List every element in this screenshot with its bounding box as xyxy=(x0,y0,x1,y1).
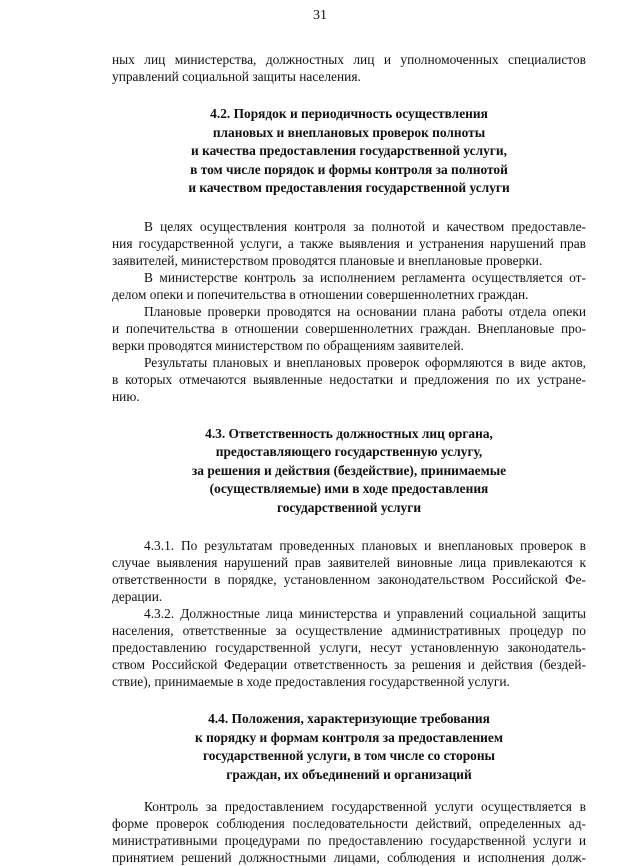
text-line: В министерстве контроль за исполнением регламента осуществляется от- xyxy=(144,269,586,285)
heading-line: предоставляющего государственную услугу, xyxy=(215,444,483,459)
text-line: делом опеки и попечительства в отношении совершеннолетних граждан. xyxy=(112,286,529,302)
text-line: и попечительства в отношении совершеннолетних граждан. Внеплановые про- xyxy=(112,320,586,336)
heading-line: плановых и внеплановых проверок полноты xyxy=(212,124,486,140)
heading-line: в том числе порядок и формы контроля за полнотой xyxy=(190,161,508,177)
text-line: управлений социальной защиты населения. xyxy=(112,69,361,84)
text-line: ответственности в порядке, установленном законодательством Российской Фе- xyxy=(112,572,586,587)
heading-line: и качества предоставления государственной услуги, xyxy=(191,143,507,158)
text-line: Результаты плановых и внеплановых проверок оформляются в виде актов, xyxy=(144,354,586,370)
heading-line: 4.3. Ответственность должностных лиц органа, xyxy=(205,425,493,441)
heading-line: за решения и действия (бездействие), принимаемые xyxy=(191,462,507,478)
text-line: случае выявления нарушений прав заявителей виновные лица привлекаются к xyxy=(112,555,586,570)
section-4-2-body xyxy=(112,218,586,405)
section-heading-4-2 xyxy=(112,105,586,198)
page-number: 31 xyxy=(313,8,327,23)
text-line: нию. xyxy=(112,388,140,404)
heading-line: (осуществляемые) ими в ходе предоставления xyxy=(209,481,489,496)
text-line: верки проводятся министерством по обращениям заявителей. xyxy=(112,337,464,353)
heading-line: государственной услуги xyxy=(276,499,422,515)
heading-line: 4.2. Порядок и периодичность осуществления xyxy=(210,106,488,121)
text-line: населения, ответственные за осуществление административных процедур по xyxy=(112,623,586,638)
text-line: В целях осуществления контроля за полнотой и качеством предоставле- xyxy=(144,218,586,234)
text-line: заявителей, министерством проводятся плановые и внеплановые проверки. xyxy=(112,252,543,268)
text-line: ных лиц министерства, должностных лиц и уполномоченных специалистов xyxy=(112,52,586,67)
section-4-4-body xyxy=(112,798,586,866)
text-line: в которых отмечаются выявленные недостатки и предложения по их устране- xyxy=(112,371,586,387)
text-line: дерации. xyxy=(112,589,163,604)
text-line: ния государственной услуги, а также выявления и устранения нарушений прав xyxy=(112,235,586,251)
text-line: министративными процедурами по предоставлению государственной услуги и xyxy=(112,833,586,848)
text-line: 4.3.2. Должностные лица министерства и управлений социальной защиты xyxy=(144,606,586,621)
page-content xyxy=(112,51,586,866)
section-heading-4-4 xyxy=(112,710,586,784)
heading-line: и качеством предоставления государственной услуги xyxy=(188,180,510,195)
text-line: форме проверок соблюдения последовательности действий, определенных ад- xyxy=(112,816,586,831)
section-heading-4-3 xyxy=(112,425,586,518)
text-line: предоставлению государственной услуги, несут установленную законодатель- xyxy=(112,640,586,655)
intro-paragraph xyxy=(112,51,586,85)
heading-line: государственной услуги, в том числе со стороны xyxy=(202,748,496,763)
text-line: Плановые проверки проводятся на основании плана работы отдела опеки xyxy=(144,303,586,319)
text-line: принятием решений должностными лицами, соблюдения и исполнения долж- xyxy=(112,850,586,865)
heading-line: граждан, их объединений и организаций xyxy=(226,766,472,782)
heading-line: к порядку и формам контроля за предоставлением xyxy=(195,729,503,745)
text-line: Контроль за предоставлением государственной услуги осуществляется в xyxy=(144,799,586,814)
text-line: ством Российской Федерации ответственность за решения и действия (бездей- xyxy=(112,657,586,672)
text-line: ствие), принимаемые в ходе предоставления государственной услуги. xyxy=(112,674,510,689)
heading-line: 4.4. Положения, характеризующие требования xyxy=(208,711,490,726)
text-line: 4.3.1. По результатам проведенных плановых и внеплановых проверок в xyxy=(144,538,586,553)
section-4-3-body xyxy=(112,537,586,690)
